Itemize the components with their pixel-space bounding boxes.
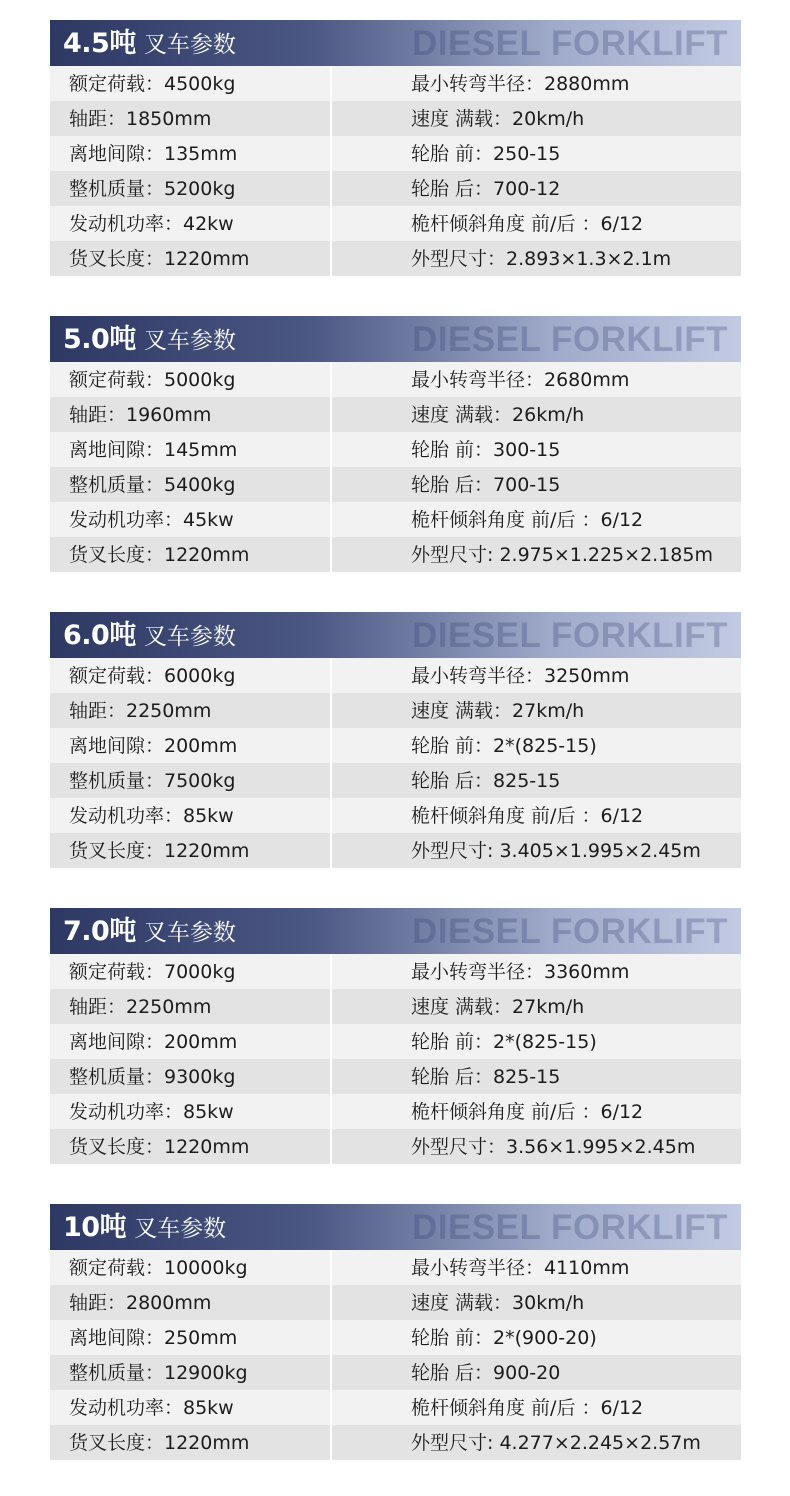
spec-cell-right: 轮胎 前：250-15 — [411, 143, 561, 165]
spec-cell-left: 轴距：2250mm — [69, 996, 212, 1018]
spec-cell-left: 整机质量：12900kg — [69, 1362, 248, 1384]
spec-cell-left: 发动机功率：45kw — [69, 509, 234, 531]
spec-cell-right: 外型尺寸: 2.975×1.225×2.185m — [411, 544, 713, 566]
column-divider — [330, 798, 332, 833]
spec-cell-right: 最小转弯半径：3360mm — [411, 961, 630, 983]
spec-section-4-5t — [50, 20, 741, 276]
spec-row — [50, 1425, 741, 1460]
spec-cell-left: 整机质量：5400kg — [69, 474, 236, 496]
spec-row — [50, 1250, 741, 1285]
column-divider — [330, 1129, 332, 1164]
watermark-text: DIESEL FORKLIFT — [411, 1208, 728, 1247]
spec-cell-left: 发动机功率：85kw — [69, 1397, 234, 1419]
spec-cell-left: 货叉长度：1220mm — [69, 840, 250, 862]
column-divider — [330, 1094, 332, 1129]
spec-table — [50, 362, 741, 572]
column-divider — [330, 989, 332, 1024]
column-divider — [330, 1059, 332, 1094]
spec-row — [50, 954, 741, 989]
spec-section-6-0t — [50, 612, 741, 868]
spec-cell-right: 轮胎 后：700-12 — [411, 178, 561, 200]
spec-cell-left: 发动机功率：42kw — [69, 213, 234, 235]
column-divider — [330, 502, 332, 537]
column-divider — [330, 1390, 332, 1425]
spec-cell-right: 桅杆倾斜角度 前/后 ：6/12 — [411, 1101, 644, 1123]
spec-cell-left: 货叉长度：1220mm — [69, 544, 250, 566]
column-divider — [330, 432, 332, 467]
spec-row — [50, 763, 741, 798]
spec-row — [50, 658, 741, 693]
spec-cell-left: 离地间隙：135mm — [69, 143, 238, 165]
tonnage-label: 6.0吨 — [63, 620, 136, 651]
spec-row — [50, 1285, 741, 1320]
spec-cell-left: 轴距：1960mm — [69, 404, 212, 426]
spec-row — [50, 833, 741, 868]
spec-cell-right: 轮胎 后：825-15 — [411, 1066, 561, 1088]
spec-cell-left: 额定荷载：4500kg — [69, 73, 236, 95]
spec-row — [50, 1024, 741, 1059]
spec-cell-left: 货叉长度：1220mm — [69, 1136, 250, 1158]
column-divider — [330, 66, 332, 101]
column-divider — [330, 1285, 332, 1320]
watermark-text: DIESEL FORKLIFT — [411, 616, 728, 655]
column-divider — [330, 1320, 332, 1355]
spec-cell-left: 额定荷载：10000kg — [69, 1257, 248, 1279]
spec-row — [50, 397, 741, 432]
spec-cell-right: 最小转弯半径：3250mm — [411, 665, 630, 687]
spec-cell-right: 桅杆倾斜角度 前/后 ：6/12 — [411, 805, 644, 827]
column-divider — [330, 136, 332, 171]
spec-row — [50, 1059, 741, 1094]
spec-row — [50, 241, 741, 276]
spec-cell-left: 轴距：1850mm — [69, 108, 212, 130]
spec-cell-left: 轴距：2800mm — [69, 1292, 212, 1314]
tonnage-label: 4.5吨 — [63, 28, 136, 59]
section-header — [50, 316, 741, 362]
spec-cell-left: 货叉长度：1220mm — [69, 248, 250, 270]
section-header — [50, 612, 741, 658]
column-divider — [330, 241, 332, 276]
spec-table — [50, 1250, 741, 1460]
spec-row — [50, 1094, 741, 1129]
spec-row — [50, 537, 741, 572]
spec-row — [50, 136, 741, 171]
watermark-text: DIESEL FORKLIFT — [411, 24, 728, 63]
spec-cell-right: 速度 满载：20km/h — [411, 108, 585, 130]
column-divider — [330, 1024, 332, 1059]
spec-row — [50, 1355, 741, 1390]
column-divider — [330, 1355, 332, 1390]
spec-cell-right: 桅杆倾斜角度 前/后 ：6/12 — [411, 213, 644, 235]
column-divider — [330, 693, 332, 728]
spec-cell-right: 速度 满载：27km/h — [411, 700, 585, 722]
spec-cell-right: 最小转弯半径：4110mm — [411, 1257, 630, 1279]
spec-row — [50, 502, 741, 537]
spec-cell-left: 额定荷载：6000kg — [69, 665, 236, 687]
spec-section-10t — [50, 1204, 741, 1460]
column-divider — [330, 171, 332, 206]
spec-cell-right: 轮胎 后：825-15 — [411, 770, 561, 792]
tonnage-label: 7.0吨 — [63, 916, 136, 947]
spec-cell-right: 轮胎 前：2*(825-15) — [411, 735, 597, 757]
column-divider — [330, 1425, 332, 1460]
spec-row — [50, 1320, 741, 1355]
section-subtitle: 叉车参数 — [134, 1216, 227, 1242]
spec-row — [50, 798, 741, 833]
spec-cell-right: 速度 满载：30km/h — [411, 1292, 585, 1314]
spec-cell-right: 轮胎 后：900-20 — [411, 1362, 561, 1384]
spec-cell-right: 外型尺寸: 3.405×1.995×2.45m — [411, 840, 701, 862]
spec-cell-right: 最小转弯半径：2880mm — [411, 73, 630, 95]
spec-row — [50, 101, 741, 136]
column-divider — [330, 1250, 332, 1285]
spec-cell-left: 额定荷载：7000kg — [69, 961, 236, 983]
spec-row — [50, 1129, 741, 1164]
spec-row — [50, 1390, 741, 1425]
spec-table — [50, 66, 741, 276]
spec-row — [50, 66, 741, 101]
column-divider — [330, 467, 332, 502]
spec-table — [50, 954, 741, 1164]
spec-row — [50, 989, 741, 1024]
spec-row — [50, 171, 741, 206]
spec-row — [50, 693, 741, 728]
section-header — [50, 1204, 741, 1250]
section-title — [63, 20, 236, 66]
column-divider — [330, 763, 332, 798]
watermark-text: DIESEL FORKLIFT — [411, 320, 728, 359]
spec-cell-right: 速度 满载：27km/h — [411, 996, 585, 1018]
spec-row — [50, 432, 741, 467]
spec-cell-right: 外型尺寸：2.893×1.3×2.1m — [411, 248, 672, 270]
spec-cell-left: 整机质量：7500kg — [69, 770, 236, 792]
section-title — [63, 316, 236, 362]
spec-cell-left: 发动机功率：85kw — [69, 805, 234, 827]
spec-cell-left: 整机质量：5200kg — [69, 178, 236, 200]
spec-cell-left: 轴距：2250mm — [69, 700, 212, 722]
column-divider — [330, 833, 332, 868]
section-subtitle: 叉车参数 — [143, 624, 236, 650]
spec-cell-right: 最小转弯半径：2680mm — [411, 369, 630, 391]
spec-cell-right: 外型尺寸：3.56×1.995×2.45m — [411, 1136, 696, 1158]
section-subtitle: 叉车参数 — [143, 920, 236, 946]
spec-cell-left: 发动机功率：85kw — [69, 1101, 234, 1123]
section-title — [63, 1204, 226, 1250]
tonnage-label: 5.0吨 — [63, 324, 136, 355]
column-divider — [330, 362, 332, 397]
spec-cell-right: 桅杆倾斜角度 前/后 ：6/12 — [411, 509, 644, 531]
spec-cell-right: 轮胎 前：2*(825-15) — [411, 1031, 597, 1053]
column-divider — [330, 954, 332, 989]
section-header — [50, 908, 741, 954]
section-header — [50, 20, 741, 66]
section-title — [63, 612, 236, 658]
column-divider — [330, 101, 332, 136]
spec-cell-left: 离地间隙：200mm — [69, 1031, 238, 1053]
section-title — [63, 908, 236, 954]
column-divider — [330, 537, 332, 572]
spec-cell-right: 外型尺寸: 4.277×2.245×2.57m — [411, 1432, 701, 1454]
spec-cell-right: 轮胎 前：300-15 — [411, 439, 561, 461]
spec-cell-left: 货叉长度：1220mm — [69, 1432, 250, 1454]
spec-cell-left: 额定荷载：5000kg — [69, 369, 236, 391]
watermark-text: DIESEL FORKLIFT — [411, 912, 728, 951]
column-divider — [330, 658, 332, 693]
column-divider — [330, 206, 332, 241]
spec-row — [50, 362, 741, 397]
spec-cell-left: 离地间隙：200mm — [69, 735, 238, 757]
spec-section-5-0t — [50, 316, 741, 572]
spec-cell-right: 桅杆倾斜角度 前/后 ：6/12 — [411, 1397, 644, 1419]
section-subtitle: 叉车参数 — [143, 328, 236, 354]
spec-row — [50, 467, 741, 502]
spec-cell-right: 轮胎 后：700-15 — [411, 474, 561, 496]
column-divider — [330, 728, 332, 763]
spec-row — [50, 728, 741, 763]
spec-section-7-0t — [50, 908, 741, 1164]
spec-cell-right: 轮胎 前：2*(900-20) — [411, 1327, 597, 1349]
spec-cell-left: 整机质量：9300kg — [69, 1066, 236, 1088]
tonnage-label: 10吨 — [63, 1212, 127, 1243]
spec-row — [50, 206, 741, 241]
column-divider — [330, 397, 332, 432]
spec-table — [50, 658, 741, 868]
spec-cell-left: 离地间隙：145mm — [69, 439, 238, 461]
spec-cell-left: 离地间隙：250mm — [69, 1327, 238, 1349]
spec-cell-right: 速度 满载：26km/h — [411, 404, 585, 426]
section-subtitle: 叉车参数 — [143, 32, 236, 58]
